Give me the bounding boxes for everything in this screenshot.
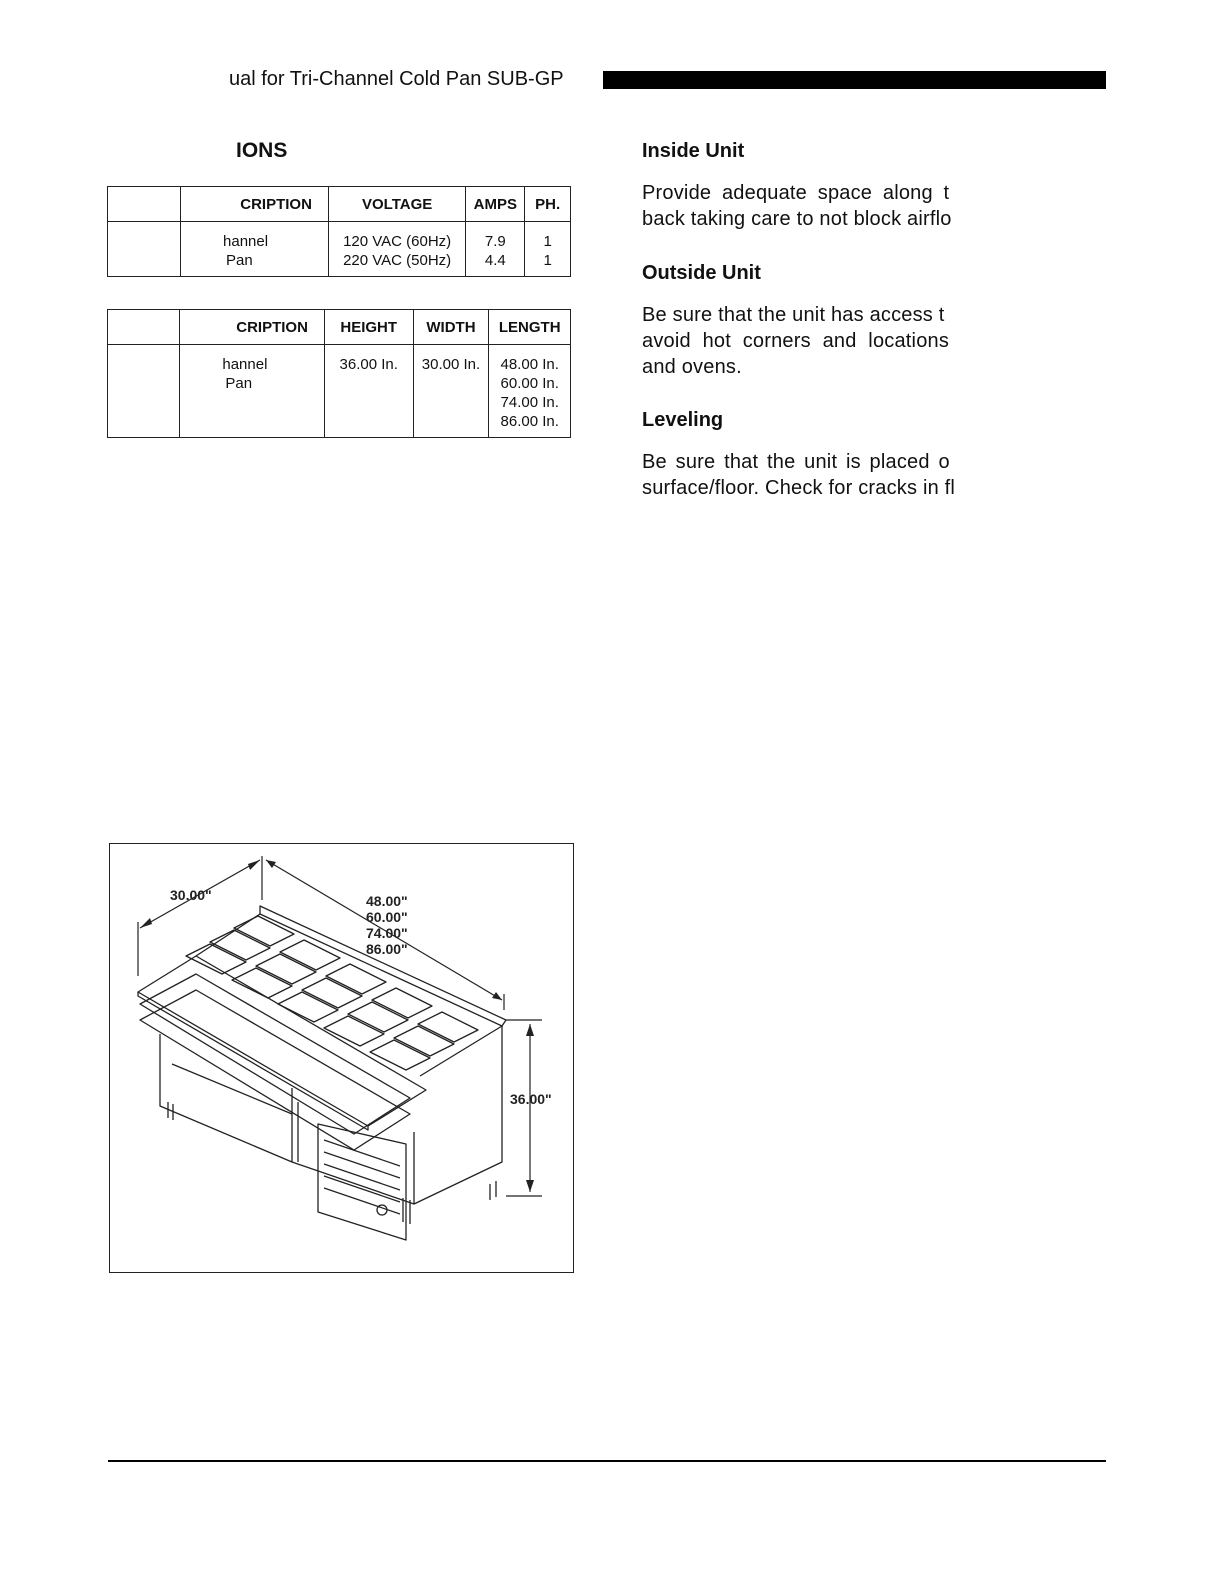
column-header-model [108, 187, 181, 222]
column-header-height: HEIGHT [324, 310, 413, 345]
length-line: 86.00 In. [500, 413, 559, 430]
electrical-spec-table [107, 186, 571, 277]
inside-unit-heading: Inside Unit [642, 140, 745, 162]
phase-line: 1 [543, 252, 552, 269]
header-bar [603, 71, 1106, 89]
outside-unit-paragraph [642, 302, 987, 380]
paragraph-line: Be sure that the unit is placed o [642, 451, 950, 473]
length-label: 86.00" [366, 941, 408, 957]
column-header-model [108, 310, 180, 345]
paragraph-line: Be sure that the unit has access t [642, 304, 945, 326]
model-cell [108, 222, 181, 277]
dimension-spec-table [107, 309, 571, 438]
table-row [108, 345, 571, 438]
column-header-description: CRIPTION [181, 187, 329, 222]
column-header-width: WIDTH [413, 310, 489, 345]
amps-cell [466, 222, 525, 277]
description-line: hannel [223, 233, 269, 250]
leveling-heading: Leveling [642, 409, 724, 431]
leveling-paragraph [642, 449, 987, 501]
description-cell [181, 222, 329, 277]
footer-rule [108, 1460, 1106, 1462]
paragraph-line: avoid hot corners and locations [642, 330, 950, 352]
length-line: 74.00 In. [500, 394, 559, 411]
table-header-row [108, 310, 571, 345]
description-cell [180, 345, 325, 438]
length-cell [489, 345, 571, 438]
column-header-length: LENGTH [489, 310, 571, 345]
column-header-voltage: VOLTAGE [328, 187, 465, 222]
phase-line: 1 [543, 233, 552, 250]
section-title: IONS [236, 139, 288, 162]
paragraph-line: and ovens. [642, 356, 742, 378]
table-row [108, 222, 571, 277]
length-line: 60.00 In. [500, 375, 559, 392]
height-label: 36.00" [510, 1091, 552, 1107]
outside-unit-heading: Outside Unit [642, 262, 761, 284]
description-line: Pan [225, 375, 253, 392]
length-label: 48.00" [366, 893, 408, 909]
width-cell [413, 345, 489, 438]
paragraph-line: Provide adequate space along t [642, 182, 950, 204]
voltage-line: 120 VAC (60Hz) [343, 233, 452, 250]
unit-dimension-diagram [109, 843, 574, 1273]
inside-unit-paragraph [642, 180, 987, 232]
column-header-phase: PH. [525, 187, 571, 222]
cold-pan-drawing [110, 844, 573, 1272]
height-cell [324, 345, 413, 438]
paragraph-line: back taking care to not block airflo [642, 208, 952, 230]
amps-line: 4.4 [484, 252, 506, 269]
column-header-amps: AMPS [466, 187, 525, 222]
voltage-line: 220 VAC (50Hz) [343, 252, 452, 269]
description-line: hannel [222, 356, 268, 373]
length-line: 48.00 In. [500, 356, 559, 373]
model-cell [108, 345, 180, 438]
length-label: 60.00" [366, 909, 408, 925]
table-header-row [108, 187, 571, 222]
depth-label: 30.00" [170, 887, 212, 903]
header-title: ual for Tri-Channel Cold Pan SUB-GP [229, 68, 564, 90]
height-value: 36.00 In. [339, 356, 398, 373]
column-header-description: CRIPTION [180, 310, 325, 345]
phase-cell [525, 222, 571, 277]
amps-line: 7.9 [484, 233, 506, 250]
voltage-cell [328, 222, 465, 277]
length-label: 74.00" [366, 925, 408, 941]
width-value: 30.00 In. [421, 356, 481, 373]
paragraph-line: surface/floor. Check for cracks in fl [642, 477, 956, 499]
description-line: Pan [226, 252, 253, 269]
